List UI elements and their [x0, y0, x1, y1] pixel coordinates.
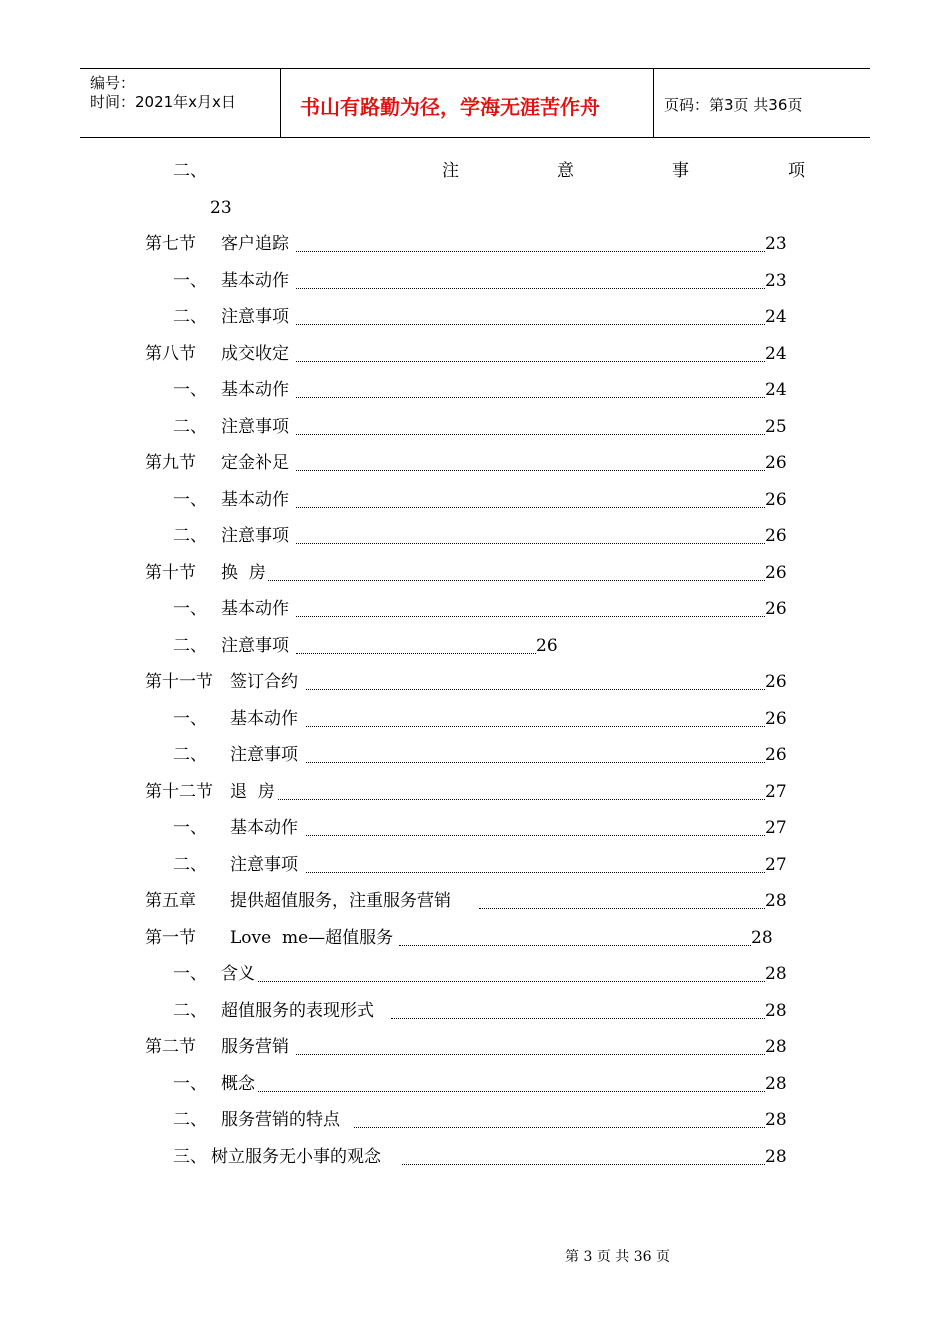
toc-entry-number: 三、: [173, 1146, 207, 1167]
toc-entry[interactable]: [0, 999, 950, 1023]
toc-entry[interactable]: [0, 305, 950, 329]
toc-leader-dots: [391, 1018, 765, 1019]
toc-entry-title: 基本动作: [230, 818, 298, 838]
toc-leader-dots: [296, 653, 536, 654]
toc-leader-dots: [296, 470, 765, 471]
toc-entry-title: 基本动作: [221, 599, 289, 619]
toc-entry-title: 签订合约: [230, 672, 298, 692]
toc-entry-char: 事: [672, 161, 689, 181]
toc-entry-number: 一、: [173, 1073, 207, 1094]
toc-leader-dots: [296, 616, 765, 617]
toc-entry[interactable]: [0, 743, 950, 767]
date-label: 时间：2021年x月x日: [90, 93, 236, 111]
toc-entry[interactable]: [0, 926, 950, 950]
toc-entry[interactable]: [0, 342, 950, 366]
toc-entry-number: 第七节: [145, 234, 196, 254]
toc-entry-title: 概念: [221, 1073, 255, 1094]
toc-entry-title: 注意事项: [221, 416, 289, 437]
toc-entry-number: 一、: [173, 489, 207, 510]
toc-leader-dots: [306, 835, 765, 836]
toc-entry-page: 24: [765, 380, 787, 400]
toc-leader-dots: [296, 1054, 765, 1055]
toc-entry-page: 25: [765, 416, 787, 437]
header-info-cell: [80, 69, 281, 137]
toc-entry-title: 成交收定: [221, 343, 289, 364]
toc-leader-dots: [306, 762, 765, 763]
toc-entry-page: 28: [751, 927, 773, 948]
toc-entry-char: 项: [788, 161, 805, 181]
toc-leader-dots: [258, 1091, 765, 1092]
toc-entry-title: 基本动作: [221, 380, 289, 400]
toc-entry-page: 23: [210, 198, 232, 218]
toc-entry[interactable]: [0, 1108, 950, 1132]
toc-entry[interactable]: [0, 634, 950, 658]
toc-entry-title: 含义: [221, 964, 255, 984]
toc-entry-title: 退 房: [230, 781, 275, 802]
toc-entry-title: 基本动作: [221, 489, 289, 510]
toc-leader-dots: [296, 543, 765, 544]
toc-entry-number: 第九节: [145, 453, 196, 473]
toc-leader-dots: [399, 945, 751, 946]
toc-entry-title: 注意事项: [221, 526, 289, 546]
toc-entry-number: 二、: [173, 161, 207, 181]
toc-entry-number: 第十一节: [145, 672, 213, 692]
toc-entry-page: 28: [765, 964, 787, 984]
toc-entry[interactable]: [0, 451, 950, 475]
toc-entry-number: 第十二节: [145, 781, 213, 802]
toc-entry-title: 客户追踪: [221, 234, 289, 254]
toc-entry[interactable]: [0, 707, 950, 731]
toc-entry-number: 第十节: [145, 562, 196, 583]
toc-entry-page: 28: [765, 1000, 787, 1021]
toc-entry-title: 基本动作: [221, 270, 289, 291]
toc-leader-dots: [296, 251, 765, 252]
toc-leader-dots: [402, 1164, 765, 1165]
toc-entry[interactable]: [0, 1145, 950, 1169]
toc-entry[interactable]: [0, 415, 950, 439]
toc-entry-page: 27: [765, 818, 787, 838]
toc-entry[interactable]: [0, 232, 950, 256]
toc-entry-page: 26: [765, 745, 787, 765]
toc-entry-number: 二、: [173, 745, 207, 765]
toc-entry[interactable]: [0, 816, 950, 840]
toc-entry-page: 26: [765, 526, 787, 546]
toc-entry[interactable]: [0, 597, 950, 621]
toc-entry[interactable]: [0, 1072, 950, 1096]
toc-entry-title: 注意事项: [230, 854, 298, 875]
toc-entry-title: 基本动作: [230, 708, 298, 729]
header-page-cell: [654, 69, 870, 137]
toc-entry-char: 意: [557, 161, 574, 181]
toc-entry[interactable]: [0, 1035, 950, 1059]
toc-entry-number: 第八节: [145, 343, 196, 364]
toc-entry-page: 26: [765, 599, 787, 619]
toc-entry-number: 二、: [173, 307, 207, 327]
page-label: 页码：第3页 共36页: [664, 96, 803, 114]
header-motto-cell: [281, 69, 654, 137]
toc-entry-page: 28: [765, 1037, 787, 1057]
toc-leader-dots: [306, 689, 765, 690]
number-label: 编号：: [90, 74, 136, 92]
toc-entry-number: 二、: [173, 854, 207, 875]
toc-entry-number: 第五章: [145, 891, 196, 911]
page-footer: 第 3 页 共 36 页: [565, 1249, 670, 1265]
toc-entry-number: 二、: [173, 635, 207, 656]
toc-entry-page: 26: [765, 708, 787, 729]
toc-entry-wrapped-page: [210, 196, 270, 220]
toc-entry[interactable]: [0, 524, 950, 548]
toc-leader-dots: [296, 397, 765, 398]
toc-leader-dots: [296, 507, 765, 508]
toc-entry-page: 28: [765, 1110, 787, 1130]
toc-entry[interactable]: [0, 561, 950, 585]
toc-leader-dots: [306, 726, 765, 727]
toc-leader-dots: [354, 1127, 765, 1128]
toc-entry-title: 注意事项: [230, 745, 298, 765]
motto-text: 书山有路勤为径，学海无涯苦作舟: [300, 95, 600, 119]
toc-entry-title: 提供超值服务，注重服务营销: [230, 891, 451, 911]
toc-entry-number: 一、: [173, 708, 207, 729]
toc-entry-title: 服务营销: [221, 1037, 289, 1057]
toc-leader-dots: [306, 872, 765, 873]
toc-entry-page: 26: [536, 635, 558, 656]
toc-entry-title: 换 房: [221, 562, 266, 583]
toc-entry-number: 二、: [173, 1000, 207, 1021]
toc-entry-number: 第二节: [145, 1037, 196, 1057]
toc-leader-dots: [296, 361, 765, 362]
toc-entry-page: 28: [765, 1073, 787, 1094]
toc-entry[interactable]: [0, 378, 950, 402]
toc-leader-dots: [296, 324, 765, 325]
toc-leader-dots: [296, 288, 765, 289]
toc-entry-title: 注意事项: [221, 635, 289, 656]
toc-entry-page: 23: [765, 270, 787, 291]
toc-entry-number: 一、: [173, 380, 207, 400]
toc-entry-page: 26: [765, 672, 787, 692]
toc-leader-dots: [479, 908, 765, 909]
toc-entry-page: 28: [765, 891, 787, 911]
toc-entry-title: 服务营销的特点: [221, 1110, 340, 1130]
toc-entry-title: 注意事项: [221, 307, 289, 327]
toc-entry-number: 二、: [173, 1110, 207, 1130]
toc-entry-page: 27: [765, 781, 787, 802]
toc-leader-dots: [278, 799, 765, 800]
toc-entry-page: 24: [765, 307, 787, 327]
toc-entry-page: 28: [765, 1146, 787, 1167]
toc-entry[interactable]: [0, 853, 950, 877]
document-header: [80, 68, 870, 138]
toc-entry[interactable]: [0, 962, 950, 986]
toc-entry-number: 一、: [173, 964, 207, 984]
toc-leader-dots: [296, 434, 765, 435]
toc-entry-page: 23: [765, 234, 787, 254]
toc-entry-page: 24: [765, 343, 787, 364]
toc-entry[interactable]: [0, 488, 950, 512]
toc-entry-page: 26: [765, 562, 787, 583]
toc-entry[interactable]: [0, 780, 950, 804]
toc-entry-number: 一、: [173, 270, 207, 291]
toc-leader-dots: [268, 580, 765, 581]
toc-entry-title: 定金补足: [221, 453, 289, 473]
toc-entry-number: 一、: [173, 599, 207, 619]
toc-entry-page: 27: [765, 854, 787, 875]
toc-entry-number: 二、: [173, 526, 207, 546]
toc-entry-number: 第一节: [145, 927, 196, 948]
toc-leader-dots: [258, 981, 765, 982]
toc-entry-char: 注: [442, 161, 459, 181]
toc-entry-page: 26: [765, 453, 787, 473]
toc-entry[interactable]: [0, 269, 950, 293]
toc-entry[interactable]: [0, 670, 950, 694]
toc-entry-title: 超值服务的表现形式: [221, 1000, 374, 1021]
toc-entry-number: 二、: [173, 416, 207, 437]
toc-entry-title: 树立服务无小事的观念: [211, 1146, 381, 1167]
toc-entry-page: 26: [765, 489, 787, 510]
toc-entry-number: 一、: [173, 818, 207, 838]
toc-entry-wrapped: [0, 159, 950, 183]
toc-entry[interactable]: [0, 889, 950, 913]
toc-entry-title: Love me—超值服务: [230, 927, 394, 948]
